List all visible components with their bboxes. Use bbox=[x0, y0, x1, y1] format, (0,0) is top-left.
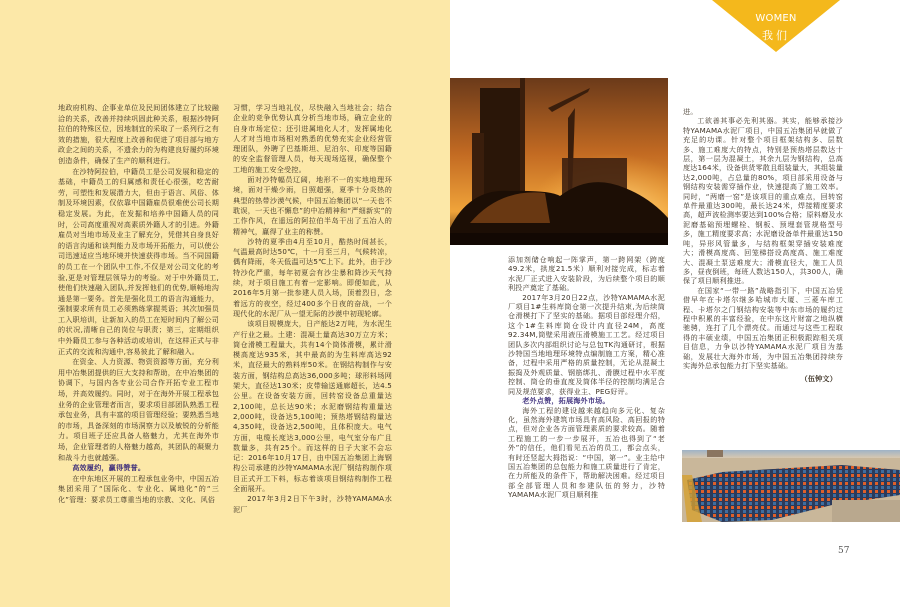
paragraph: 海外工程的建设越来越趋向多元化、复杂化，虽然海外建筑市场具有高风险、高回报的特点，但对企业各方面管理素质的要求较高。随着工程施工的一步一步展开，五冶也得到了“老外”的信任，他们看见五冶的员工，都会点头，有时还竖起大拇指说：“中国，第一”。业主给中国五冶集团的总包能力和施工质量进行了肯定，在力所能及的条件下，帮助解决困难。经过项目部全部管理人员和参建队伍的努力，沙特YAMAMA水泥厂项目顺利推 bbox=[508, 405, 665, 500]
article-column-2 bbox=[233, 103, 392, 515]
page-number: 57 bbox=[838, 546, 850, 556]
construction-sunset-photo bbox=[450, 78, 668, 245]
paragraph: 习惯，学习当地礼仪，尽快融入当地社会；结合企业的竞争优势认真分析当地市场，确立企业的自身市场定位；还引进属地化人才，发挥属地化人才对当地市场相对熟悉的优势充实企业经营管理团队，外聘了巴基斯坦、尼泊尔、印度等国籍的安全监督管理人员，每天现场巡视，确保整个工地的施工安全受控。 bbox=[233, 103, 392, 174]
section-badge-triangle bbox=[712, 0, 840, 52]
paragraph: 在沙特阿拉伯，中籍员工是公司发展和稳定的基础，中籍员工的归属感和责任心很强，吃苦耐劳，可塑性和发展潜力大，但由于语言、风俗、体制及环境因素，仅依靠中国籍雇员很难使公司长期稳定发展。为此，在发掘和培养中国籍人员的同时，公司高度重视对高素质外籍人才的引进。外籍雇员对当地市场及业主了解充分，凭借其自身良好的语言沟通和谈判能力及市场开拓能力，可以使公司迅速适应当地环境并快速获得市场。当不同国籍的员工在一个团队中工作,不仅是对公司文化的考验,更是对管理层领导力的考验。对于中外籍员工,使他们快速融入团队,并发挥他们的优势,顺畅地沟通是第一要务。首先是强化员工的语言沟通能力，强制要求所有员工必须熟练掌握英语；其次加强员工入职培训，让新加入的员工在短时间内了解公司的状况,清晰自己的岗位与职责；第三，定期组织中外籍员工参与各种活动或培训，在这样正式与非正式的交流和沟通中,容易彼此了解和融入。 bbox=[58, 166, 219, 356]
article-column-3 bbox=[508, 255, 665, 500]
article-column-1 bbox=[58, 103, 219, 506]
author-signature: （伍钟文） bbox=[800, 374, 837, 384]
section-badge-en: WOMEN bbox=[755, 13, 797, 24]
paragraph: 添加剂储仓响起一阵掌声，第一跨网架（跨度49.2米，拱度21.5米）顺利对接完成，标志着水泥厂正式进入安装阶段，为后续整个项目的顺利投产奠定了基础。 bbox=[508, 255, 665, 293]
paragraph: 面对沙特幅员辽阔，地形不一的实地地理环境，面对干燥少雨，日照超强，夏季十分炎热的典型的热带沙漠气候，中国五冶集团以“一天也不耽误，一天也不懈怠”的中冶精神和“严细新实”的工作作风，在遥远的阿拉伯半岛干出了五冶人的精神气，赢得了业主的称赞。 bbox=[233, 175, 392, 236]
paragraph: 进。 bbox=[683, 107, 698, 116]
paragraph: 该项目规模庞大，日产能达2万吨，为水泥生产行业之最。土建：混凝土量高达30万立方米；筒仓滑模工程量大，共有14个筒体滑模，累计滑模高度达935米，其中最高的为生料库高达92米，直径最大的熟料库50米。在钢结构制作与安装方面，钢结构总高达36,000多吨；球形料场网架大，直径达130米；皮带输送通廊超长，达4.5公里。在设备安装方面，回转窑设备总重量达2,100吨，总长达90米；水泥磨钢结构重量达2,000吨，设备达5,100吨；预热塔钢结构量达4,350吨，设备达2,500吨，且体积庞大。电气方面，电缆长度达3,000公里，电气室分布广且数量多，共有25个。而这样的日子大家不会忘记：2016年10月17日，由中国五冶集团上海钢构公司承建的沙特YAMAMA水泥厂钢结构制作项目正式开工下料，标志着该项目钢结构制作工程全面展开。 bbox=[233, 319, 392, 493]
section-heading: 高效履约，赢得赞誉。 bbox=[72, 463, 146, 473]
article-column-4 bbox=[683, 107, 843, 384]
paragraph: 2017年3月20日22点，沙特YAMAMA水泥厂项目1#生料库筒仓第一次提升结束,为后续筒仓滑模打下了坚实的基础。据项目部经理介绍，这个1#生料库筒仓设计内直径24M，高度92.34M,筒壁采用液压滑模施工工艺。经过项目团队多次内部组织讨论与总包TK沟通研讨，根据沙特国当地地理环境特点编制施工方案，精心准备，过程中采用严格的质量控制，无论从混凝土振捣及外观质量、钢筋绑扎、滑膜过程中水平度控制、筒仓的垂直度及筒体半径的控制均满足合同及规范要求，获得业主、PEG好评。 bbox=[508, 292, 665, 396]
worker-assembly-photo bbox=[682, 450, 900, 522]
paragraph: 沙特的夏季由4月至10月，酷热时间甚长，气温最高时达50℃，十一月至三月，气候转凉，偶有降雨，冬天低温可达5℃上下。此外，由于沙特沙化严重，每年初夏会有沙尘暴和降沙天气持续，对于项目施工有着一定影响。即便如此，从2016年5月第一批参建人员入场，顶着烈日，念着远方的夜空，经过400多个日夜的奋战，一个现代化的水泥厂从一望无际的沙漠中初现轮廓。 bbox=[233, 236, 392, 318]
section-heading: 老外点赞，拓展海外市场。 bbox=[522, 396, 610, 406]
paragraph: 在资金、人力资源、物资资源等方面，充分利用中冶集团提供的巨大支持和帮助，在中冶集团的协调下，与国内各专业公司合作开拓专业工程市场，并高效履约。同时，对于在海外开展工程承包业务的企业管理者而言，要求项目部团队熟悉工程承包业务，具有丰富的项目管理经验；要熟悉当地的市场，具备深刻的市场洞察力以及敏锐的分析能力。项目班子还应具备人格魅力，尤其在海外市场，企业管理者的人格魅力越高，其团队的凝聚力和战斗力也就越强。 bbox=[58, 357, 219, 462]
paragraph: 地政府机构、企事业单位及民间团体建立了比较融洽的关系，改善并持续巩固此种关系，根据沙特阿拉伯的特殊区位，因地制宜的采取了一系列行之有效的措施，很大程度上改善和促进了项目部与地方政企之间的关系，不遗余力的为构建良好履约环境创造条件，确保了生产的顺利进行。 bbox=[58, 103, 219, 165]
paragraph: 2017年3月2日下午3时，沙特YAMAMA水泥厂 bbox=[233, 494, 392, 514]
paragraph: 工欲善其事必先利其器。其实，能够承接沙特YAMAMA水泥厂项目，中国五冶集团早就做了充足的功课。针对整个项目框架结构多、层数多、施工难度大的特点，特别是预热塔层数达十层，第一层为混凝土，其余九层为钢结构，总高度达164米，设备供货零散且组装量大，其组装量达2,000吨，占总量的80%，项目部采用设备与钢结构安装需穿插作业，快速提高了施工效率。同时，“两磨一窑”是该项目的重点难点，回转窑单件最重达300吨，最长达24米，焊接精度要求高，超声波检测率要达到100%合格；原料磨及水泥磨基础预埋螺栓、钢板、预埋套管规格型号多，施工精度要求高；水泥磨设备单件最重达150吨，异形风管量多，与结构框架穿插安装难度大；滑模高度高、回笼梯搭设高度高、施工难度大、混凝土泵送难度大；滑模直径大，施工人员多，昼夜倒班，每班人数达150人，共300人，确保了项目顺利推进。 bbox=[683, 116, 844, 286]
paragraph: 在国家“一带一路”战略指引下，中国五冶凭借早年在卡塔尔继多哈城市大厦、三菱车库工程、卡塔尔之门钢结构安装等中东市场的履约过程中积累的丰富经验，在中东这片财富之地纵横驰骋，连打了几个漂亮仗。而通过与这些工程取得的丰硕业绩，中国五冶集团正积极跟踪相关项目信息，力争以沙特YAMAMA水泥厂项目为基础，发展壮大海外市场，为中国五冶集团持续夯实海外总承包能力打下坚实基础。 bbox=[683, 285, 843, 370]
section-badge-cn: 我们 bbox=[762, 29, 790, 42]
paragraph: 在中东地区开展的工程承包业务中，中国五冶集团采用了“国际化、专业化、属地化”的“三化”管理：要求员工尊重当地的宗教、文化、风俗 bbox=[58, 473, 219, 504]
